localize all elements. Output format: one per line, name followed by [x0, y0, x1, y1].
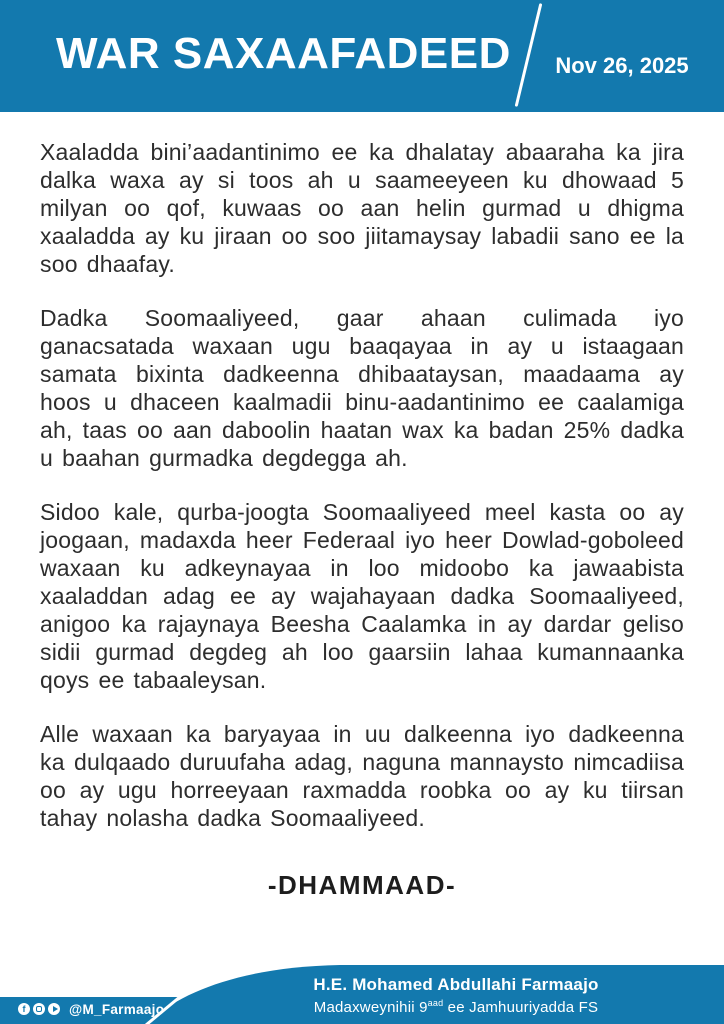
official-title-suffix: ee Jamhuuriyadda FS — [443, 999, 599, 1016]
instagram-icon[interactable] — [33, 1003, 45, 1015]
header-banner — [0, 0, 724, 112]
official-signature-block — [300, 975, 612, 1016]
facebook-icon[interactable]: f — [18, 1003, 30, 1015]
paragraph: Sidoo kale, qurba-joogta Soomaaliyeed meel kasta oo ay joogaan, madaxda heer Federaal iyo heer Dowlad-goboleed waxaan ku adkeynayaa in loo midoobo ka jawaabista xaaladdan adag ee ay wajahayaan dadka Soomaaliyeed, anigoo ka rajaynaya Beesha Caalamka in ay dardar geliso sidii gurmad degdeg ah loo gaarsiin lahaa kumannaanka qoys ee tabaaleysan. — [40, 499, 684, 693]
paragraph: Alle waxaan ka baryayaa in uu dalkeenna iyo dadkeenna ka dulqaado duruufaha adag, naguna mannaysto nimcadiisa oo ay ugu horreeyaan raxmadda roobka oo ay ku tiirsan tahay nolasha dadka Soomaaliyeed. — [40, 721, 684, 831]
paragraph: Xaaladda bini’aadantinimo ee ka dhalatay abaaraha ka jira dalka waxa ay si toos ah u saameeyeen ku dhowaad 5 milyan oo qof, kuwaas oo aan helin gurmad u dhigma xaaladda ay ku jiraan oo soo jiitamaysay labadii sano ee la soo dhaafay. — [40, 139, 684, 277]
header-date: Nov 26, 2025 — [555, 53, 689, 78]
twitter-icon[interactable] — [48, 1003, 60, 1015]
instagram-camera-glyph — [36, 1006, 42, 1012]
official-title-ordinal: aad — [427, 998, 444, 1008]
social-row — [18, 1001, 164, 1017]
official-title — [300, 998, 612, 1016]
press-release-body — [40, 138, 684, 901]
page-title: WAR SAXAAFADEED — [56, 29, 511, 78]
paragraph: Dadka Soomaaliyeed, gaar ahaan culimada iyo ganacsatada waxaan ugu baaqayaa in ay u istaagaan samata bixinta dadkeenna dhibaataysan, maadaama ay hoos u dhaceen kaalmadii binu-aadantinimo ee caalamiga ah, taas oo aan daboolin haatan wax ka badan 25% dadka u baahan gurmadka degdegga ah. — [40, 305, 684, 471]
end-marker: -DHAMMAAD- — [267, 870, 457, 900]
social-handle[interactable]: @M_Farmaajo — [69, 1001, 165, 1017]
official-title-prefix: Madaxweynihii 9 — [313, 999, 428, 1016]
twitter-bird-glyph — [53, 1006, 58, 1012]
official-name: H.E. Mohamed Abdullahi Farmaajo — [313, 975, 599, 994]
header-divider-line — [515, 3, 543, 107]
footer-banner — [0, 955, 724, 1024]
